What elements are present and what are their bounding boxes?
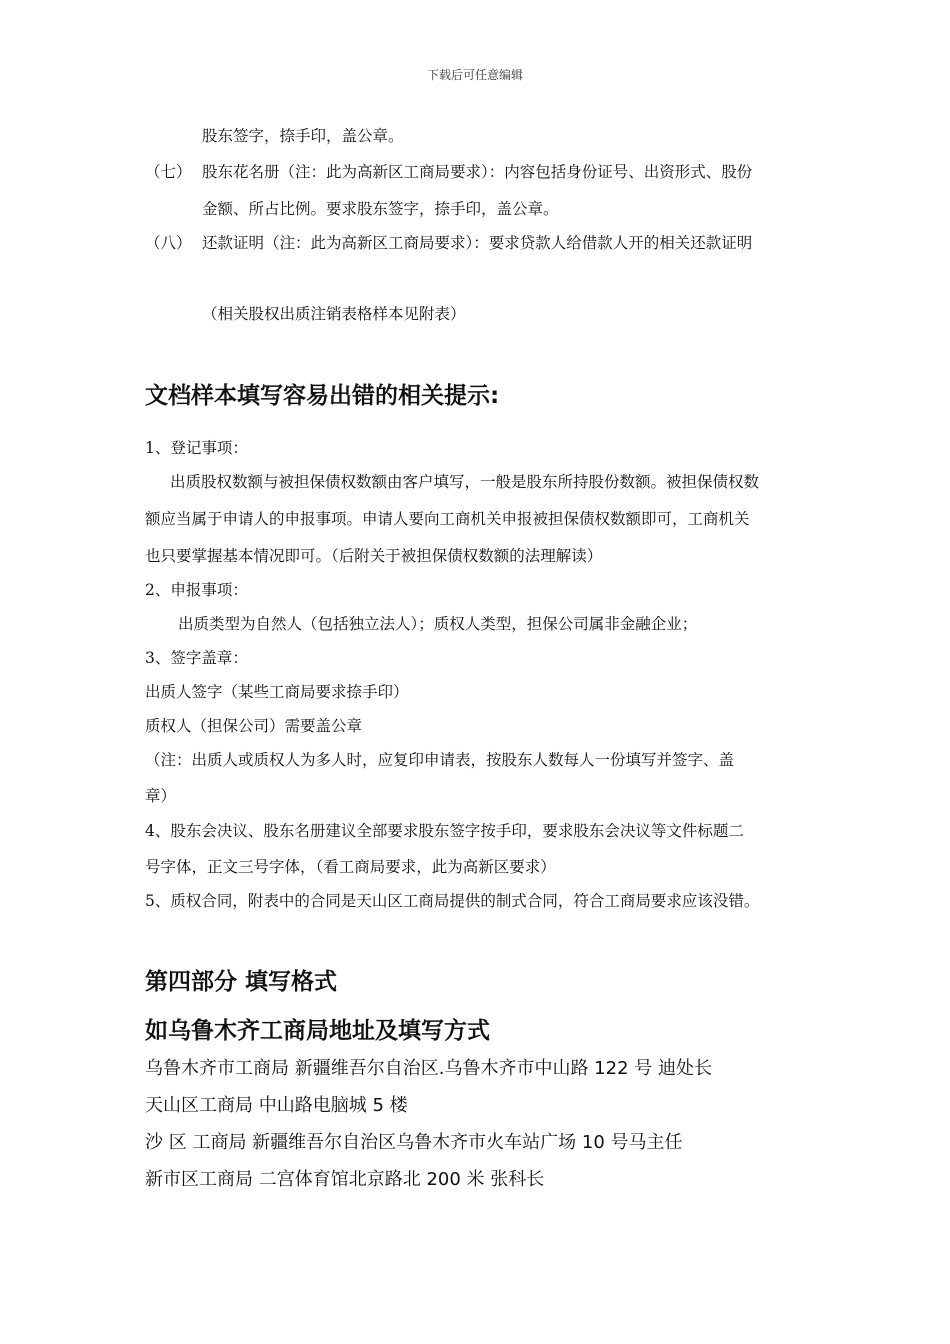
tip-1-line-2: 额应当属于申请人的申报事项。申请人要向工商机关申报被担保债权数额即可，工商机关	[145, 510, 750, 528]
address-line: 新市区工商局 二宫体育馆北京路北 200 米 张科长	[145, 1169, 545, 1190]
tip-3-line-2: 质权人（担保公司）需要盖公章	[145, 717, 363, 735]
tip-3-line-3: （注：出质人或质权人为多人时，应复印申请表，按股东人数每人一份填写并签字、盖	[145, 751, 735, 769]
item-8-line-1: 还款证明（注：此为高新区工商局要求）：要求贷款人给借款人开的相关还款证明	[202, 234, 753, 252]
tip-4-line-1: 4、股东会决议、股东名册建议全部要求股东签字按手印，要求股东会决议等文件标题二	[145, 822, 744, 840]
tip-2-title: 2、申报事项：	[145, 581, 248, 599]
shareholder-sign-line: 股东签字，捺手印，盖公章。	[202, 127, 404, 145]
tips-heading: 文档样本填写容易出错的相关提示:	[145, 383, 500, 409]
tip-1-line-3: 也只要掌握基本情况即可。（后附关于被担保债权数额的法理解读）	[145, 547, 603, 565]
appendix-note: （相关股权出质注销表格样本见附表）	[202, 305, 466, 323]
part-4-subheading: 如乌鲁木齐工商局地址及填写方式	[145, 1018, 490, 1044]
item-7-line-1: 股东花名册（注：此为高新区工商局要求）：内容包括身份证号、出资形式、股份	[202, 163, 753, 181]
tip-3-line-1: 出质人签字（某些工商局要求捺手印）	[145, 683, 409, 701]
tip-1-title: 1、登记事项：	[145, 439, 248, 457]
address-line: 乌鲁木齐市工商局 新疆维吾尔自治区.乌鲁木齐市中山路 122 号 迪处长	[145, 1058, 712, 1079]
tip-3-title: 3、签字盖章：	[145, 649, 248, 667]
tip-1-line-1: 出质股权数额与被担保债权数额由客户填写，一般是股东所持股份数额。被担保债权数	[170, 473, 760, 491]
address-line: 沙 区 工商局 新疆维吾尔自治区乌鲁木齐市火车站广场 10 号马主任	[145, 1132, 683, 1153]
tip-5-line-1: 5、质权合同，附表中的合同是天山区工商局提供的制式合同，符合工商局要求应该没错。	[145, 892, 760, 910]
item-7-line-2: 金额、所占比例。要求股东签字，捺手印，盖公章。	[202, 200, 559, 218]
tip-3-line-4: 章）	[145, 787, 177, 805]
item-8-number: （八）	[145, 234, 192, 252]
tip-2-line-1: 出质类型为自然人（包括独立法人）；质权人类型，担保公司属非金融企业；	[178, 615, 698, 633]
item-7-number: （七）	[145, 163, 192, 181]
page-header-note: 下载后可任意编辑	[426, 68, 523, 82]
address-line: 天山区工商局 中山路电脑城 5 楼	[145, 1095, 408, 1116]
part-4-heading: 第四部分 填写格式	[145, 969, 338, 995]
tip-4-line-2: 号字体，正文三号字体，（看工商局要求，此为高新区要求）	[145, 858, 556, 876]
